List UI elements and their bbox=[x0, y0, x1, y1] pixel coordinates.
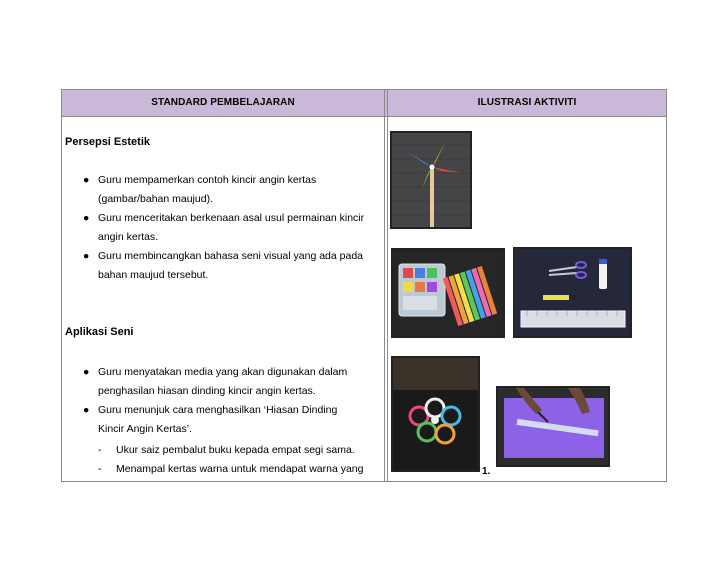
list-item-text: Guru menunjuk cara menghasilkan ‘Hiasan Dinding bbox=[98, 404, 338, 416]
list-item-text: Kincir Angin Kertas’. bbox=[98, 423, 192, 435]
activity-table bbox=[61, 89, 667, 482]
bullet-icon: ● bbox=[83, 366, 90, 378]
section-title-aplikasi: Aplikasi Seni bbox=[65, 326, 134, 338]
bullet-icon: ● bbox=[83, 174, 90, 186]
quilling-decoration-photo bbox=[391, 356, 480, 472]
list-item-text: Guru menceritakan berkenaan asal usul permainan kincir bbox=[98, 212, 365, 224]
bullet-icon: ● bbox=[83, 250, 90, 262]
column-divider bbox=[387, 90, 388, 481]
column-divider bbox=[384, 90, 385, 481]
step-number: 1. bbox=[482, 466, 491, 477]
craft-supplies-photo bbox=[391, 248, 505, 338]
scissors-glue-ruler-photo bbox=[513, 247, 632, 338]
cutting-paper-photo bbox=[496, 386, 610, 467]
list-item-text: angin kertas. bbox=[98, 231, 159, 243]
bullet-icon: ● bbox=[83, 212, 90, 224]
dash-icon: - bbox=[98, 463, 102, 475]
list-item-text: penghasilan hiasan dinding kincir angin kertas. bbox=[98, 385, 316, 397]
pinwheel-photo bbox=[390, 131, 472, 229]
sub-list-item-text: Menampal kertas warna untuk mendapat warna yang bbox=[116, 463, 364, 475]
list-item-text: (gambar/bahan maujud). bbox=[98, 193, 213, 205]
header-ilustrasi-aktiviti: ILUSTRASI AKTIVITI bbox=[477, 97, 577, 108]
list-item-text: Guru membincangkan bahasa seni visual yang ada pada bbox=[98, 250, 364, 262]
section-title-persepsi: Persepsi Estetik bbox=[65, 136, 150, 148]
table-header bbox=[62, 90, 666, 117]
bullet-icon: ● bbox=[83, 404, 90, 416]
header-standard-pembelajaran: STANDARD PEMBELAJARAN bbox=[151, 97, 295, 108]
dash-icon: - bbox=[98, 444, 102, 456]
list-item-text: Guru mempamerkan contoh kincir angin kertas bbox=[98, 174, 317, 186]
list-item-text: Guru menyatakan media yang akan digunakan dalam bbox=[98, 366, 348, 378]
sub-list-item-text: Ukur saiz pembalut buku kepada empat segi sama. bbox=[116, 444, 355, 456]
list-item-text: bahan maujud tersebut. bbox=[98, 269, 209, 281]
